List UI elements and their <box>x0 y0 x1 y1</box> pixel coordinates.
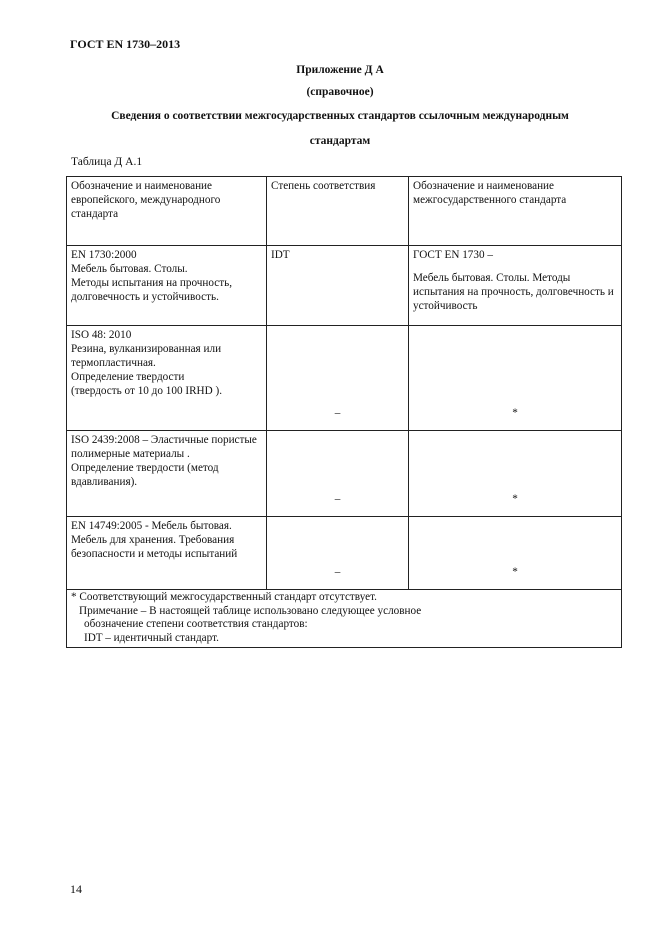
intl-standard-line: ISO 2439:2008 – Эластичные пористые полимерные материалы . <box>71 434 257 460</box>
appendix-title: Приложение Д А <box>296 64 384 76</box>
page-number: 14 <box>70 882 82 896</box>
intl-standard-line: Определение твердости <box>71 371 185 383</box>
interstate-standard-cell <box>409 246 622 326</box>
degree-cell: – <box>267 517 409 590</box>
table-row <box>67 246 622 326</box>
intl-standard-cell <box>67 517 267 590</box>
table-row <box>67 517 622 590</box>
table-notes-row <box>67 590 622 648</box>
note-text: IDT – идентичный стандарт. <box>84 631 219 644</box>
intl-standard-line: EN 14749:2005 - Мебель бытовая. Мебель для хранения. Требования безопасности и методы испытаний <box>71 520 238 560</box>
appendix-heading-line-1: Сведения о соответствии межгосударственных стандартов ссылочным международным <box>111 110 569 122</box>
intl-standard-cell <box>67 246 267 326</box>
appendix-heading-line-2: стандартам <box>309 135 371 147</box>
note-text: обозначение степени соответствия стандартов: <box>84 618 308 630</box>
intl-standard-cell <box>67 326 267 431</box>
interstate-standard-cell: * <box>409 517 622 590</box>
interstate-standard-name: Мебель бытовая. Столы. Методы испытания на прочность, долговечность и устойчивость <box>413 272 614 312</box>
intl-standard-cell <box>67 431 267 517</box>
interstate-standard-cell: * <box>409 431 622 517</box>
degree-cell: IDT <box>267 246 409 326</box>
table-row <box>67 431 622 517</box>
table-row <box>67 326 622 431</box>
correspondence-table <box>66 176 622 648</box>
degree-cell: – <box>267 326 409 431</box>
intl-standard-line: EN 1730:2000 <box>71 249 137 261</box>
interstate-standard-code: ГОСТ EN 1730 – <box>413 249 493 261</box>
table-caption: Таблица Д А.1 <box>71 156 143 168</box>
intl-standard-line: ISO 48: 2010 <box>71 329 132 341</box>
intl-standard-line: (твердость от 10 до 100 IRHD ). <box>71 385 223 397</box>
degree-cell: – <box>267 431 409 517</box>
intl-standard-line: Методы испытания на прочность, долговечность и устойчивость. <box>71 277 233 303</box>
intl-standard-line: Мебель бытовая. Столы. <box>71 263 188 275</box>
table-notes-cell <box>67 590 622 648</box>
header-cell-degree: Степень соответствия <box>267 177 409 246</box>
intl-standard-line: Резина, вулканизированная или термопластичная. <box>71 343 222 369</box>
appendix-subtitle: (справочное) <box>306 86 374 98</box>
intl-standard-line: Определение твердости (метод вдавливания). <box>71 462 219 488</box>
interstate-standard-cell: * <box>409 326 622 431</box>
footnote-text: * Соответствующий межгосударственный стандарт отсутствует. <box>71 591 377 603</box>
table-header-row <box>67 177 622 246</box>
document-code: ГОСТ EN 1730–2013 <box>70 37 181 51</box>
header-cell-international: Обозначение и наименование европейского, международного стандарта <box>67 177 267 246</box>
header-cell-interstate: Обозначение и наименование межгосударственного стандарта <box>409 177 622 246</box>
note-text: Примечание – В настоящей таблице использовано следующее условное <box>79 604 422 617</box>
